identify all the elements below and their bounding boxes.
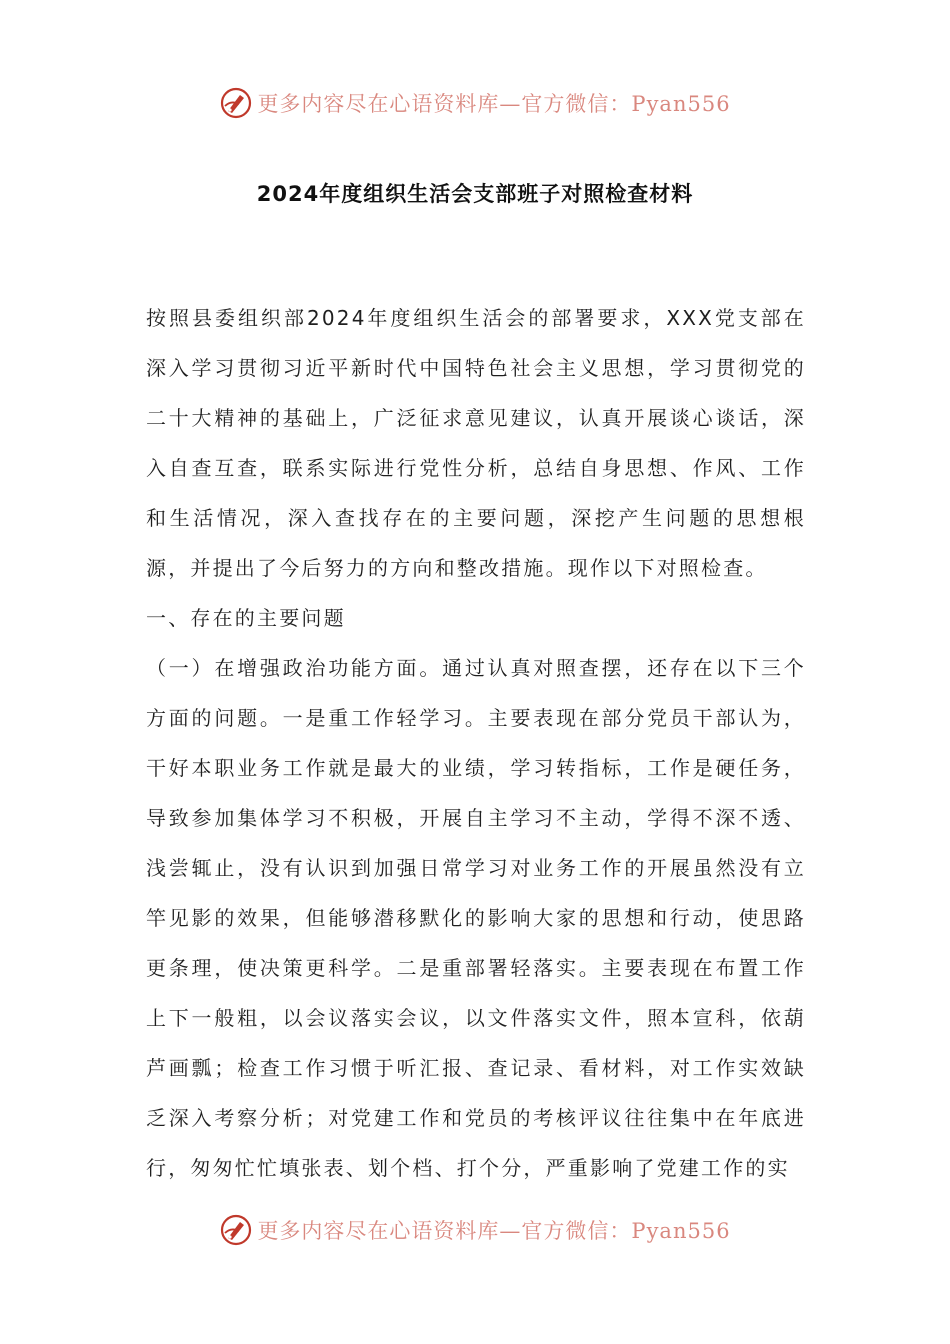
paragraph-political-function: （一）在增强政治功能方面。通过认真对照查摆，还存在以下三个方面的问题。一是重工作轻学习。主要表现在部分党员干部认为，干好本职业务工作就是最大的业绩，学习转指标，工作是硬任务，导致参加集体学习不积极，开展自主学习不主动，学得不深不透、浅尝辄止，没有认识到加强日常学习对业务工作的开展虽然没有立竿见影的效果，但能够潜移默化的影响大家的思想和行动，使思路更条理，使决策更科学。二是重部署轻落实。主要表现在布置工作上下一般粗，以会议落实会议，以文件落实文件，照本宣科，依葫芦画瓢；检查工作习惯于听汇报、查记录、看材料，对工作实效缺乏深入考察分析；对党建工作和党员的考核评议往往集中在年底进行，匆匆忙忙填张表、划个档、打个分，严重影响了党建工作的实 — [146, 656, 806, 1180]
document-title: 2024年度组织生活会支部班子对照检查材料 — [256, 182, 694, 206]
watermark-text-top: 更多内容尽在心语资料库—官方微信：Pyan556 — [257, 92, 731, 116]
paragraph-intro: 按照县委组织部2024年度组织生活会的部署要求，XXX党支部在深入学习贯彻习近平新时代中国特色社会主义思想，学习贯彻党的二十大精神的基础上，广泛征求意见建议，认真开展谈心谈话，深入自查互查，联系实际进行党性分析，总结自身思想、作风、工作和生活情况，深入查找存在的主要问题，深挖产生问题的思想根源，并提出了今后努力的方向和整改措施。现作以下对照检查。 — [146, 306, 806, 580]
watermark-text-bottom: 更多内容尽在心语资料库—官方微信：Pyan556 — [257, 1219, 731, 1243]
document-body — [146, 293, 806, 1193]
watermark-banner-top — [0, 83, 950, 123]
section-heading: 一、存在的主要问题 — [146, 606, 346, 630]
pen-logo-icon — [219, 1213, 253, 1247]
pen-logo-icon — [219, 86, 253, 120]
watermark-banner-bottom — [0, 1210, 950, 1250]
